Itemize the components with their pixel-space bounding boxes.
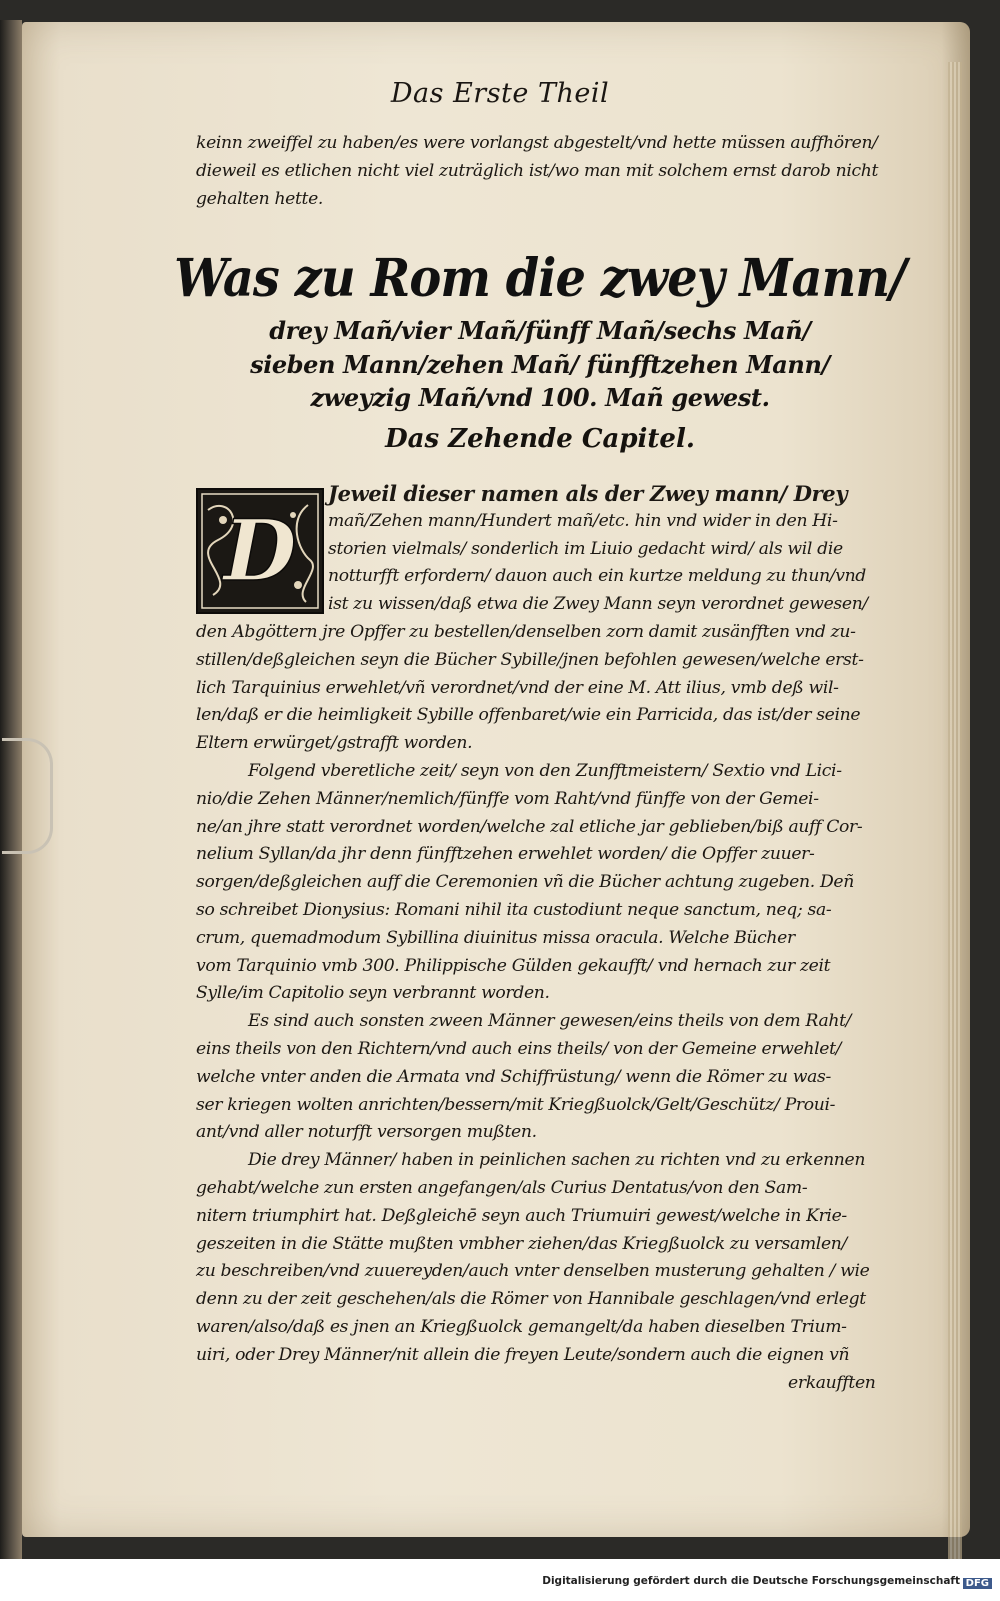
text-line: nelium Syllan/da jhr denn fünfftzehen erwehlet worden/ die Opffer zuuer- xyxy=(196,844,815,865)
text-line: nitern triumphirt hat. Deßgleichē seyn auch Triumuiri gewest/welche in Krie- xyxy=(196,1205,847,1226)
text-line: uiri, oder Drey Männer/nit allein die freyen Leute/sondern auch die eignen vñ xyxy=(196,1344,850,1365)
text-line: gehalten hette. xyxy=(196,188,324,209)
text-line: zu beschreiben/vnd zuuereyden/auch vnter denselben musterung gehalten / wie xyxy=(196,1261,870,1282)
text-line: notturfft erfordern/ dauon auch ein kurtze meldung zu thun/vnd xyxy=(328,566,866,587)
chapter-title: Das Zehende Capitel. xyxy=(385,424,695,454)
dfg-logo: DFG xyxy=(963,1578,992,1589)
text-line: vom Tarquinio vmb 300. Philippische Gülden gekaufft/ vnd hernach zur zeit xyxy=(196,955,831,976)
text-line: keinn zweiffel zu haben/es were vorlangst abgestelt/vnd hette müssen auffhören/ xyxy=(196,133,878,153)
text-line: lich Tarquinius erwehlet/vñ verordnet/vnd der eine M. Att ilius, vmb deß wil- xyxy=(196,677,839,698)
initial-letter-glyph: D xyxy=(223,501,297,600)
section-subheading: drey Mañ/vier Mañ/fünff Mañ/sechs Mañ/ xyxy=(269,316,811,345)
text-line: waren/also/daß es jnen an Kriegßuolck gemangelt/da haben dieselben Trium- xyxy=(196,1316,847,1337)
text-line: Jeweil dieser namen als der Zwey mann/ Drey xyxy=(328,481,848,506)
text-line: Sylle/im Capitolio seyn verbrannt worden. xyxy=(196,983,550,1004)
text-line: len/daß er die heimligkeit Sybille offenbaret/wie ein Parricida, das ist/der seine xyxy=(196,705,861,726)
footer-credit: Digitalisierung gefördert durch die Deutsche Forschungsgemeinschaft xyxy=(542,1575,960,1587)
text-line: ist zu wissen/daß etwa die Zwey Mann seyn verordnet gewesen/ xyxy=(328,594,868,615)
text-line: welche vnter anden die Armata vnd Schiffrüstung/ wenn die Römer zu was- xyxy=(196,1066,831,1087)
top-paragraph xyxy=(196,130,886,213)
text-line: Eltern erwürget/gstrafft worden. xyxy=(196,733,473,754)
body-text xyxy=(196,480,886,1397)
text-line: denn zu der zeit geschehen/als die Römer von Hannibale geschlagen/vnd erlegt xyxy=(196,1289,866,1310)
text-line: storien vielmals/ sonderlich im Liuio gedacht wird/ als wil die xyxy=(328,538,843,559)
text-line: ant/vnd aller noturfft versorgen mußten. xyxy=(196,1122,537,1143)
text-line: Es sind auch sonsten zween Männer gewesen/eins theils von dem Raht/ xyxy=(248,1011,852,1032)
section-subheading: zweyzig Mañ/vnd 100. Mañ gewest. xyxy=(310,383,770,412)
text-line: Die drey Männer/ haben in peinlichen sachen zu richten vnd zu erkennen xyxy=(248,1150,866,1171)
text-line: Folgend vberetliche zeit/ seyn von den Zunfftmeistern/ Sextio vnd Lici- xyxy=(248,760,842,781)
catchword: erkaufften xyxy=(788,1372,876,1393)
text-line: so schreibet Dionysius: Romani nihil ita custodiunt neque sanctum, neq; sa- xyxy=(196,899,832,920)
running-head: Das Erste Theil xyxy=(390,78,610,109)
text-line: geszeiten in die Stätte mußten vmbher ziehen/das Kriegßuolck zu versamlen/ xyxy=(196,1233,847,1254)
text-line: nio/die Zehen Männer/nemlich/fünffe vom Raht/vnd fünffe von der Gemei- xyxy=(196,788,819,809)
text-line: sorgen/deßgleichen auff die Ceremonien vñ die Bücher achtung zugeben. Deñ xyxy=(196,872,854,893)
text-line: gehabt/welche zun ersten angefangen/als Curius Dentatus/von den Sam- xyxy=(196,1177,808,1198)
text-line: ser kriegen wolten anrichten/bessern/mit Kriegßuolck/Gelt/Geschütz/ Proui- xyxy=(196,1094,836,1115)
text-line: eins theils von den Richtern/vnd auch eins theils/ von der Gemeine erwehlet/ xyxy=(196,1038,842,1059)
text-line: stillen/deßgleichen seyn die Bücher Sybille/jnen befohlen gewesen/welche erst- xyxy=(196,649,864,670)
text-line: ne/an jhre statt verordnet worden/welche zal etliche jar geblieben/biß auff Cor- xyxy=(196,816,863,837)
text-line: den Abgöttern jre Opffer zu bestellen/denselben zorn damit zusänfften vnd zu- xyxy=(196,621,856,642)
section-subheading: sieben Mann/zehen Mañ/ fünfftzehen Mann/ xyxy=(250,350,830,379)
text-line: crum, quemadmodum Sybillina diuinitus missa oracula. Welche Bücher xyxy=(196,927,795,948)
text-line: dieweil es etlichen nicht viel zuträglich ist/wo man mit solchem ernst darob nicht xyxy=(196,160,879,181)
text-line: mañ/Zehen mann/Hundert mañ/etc. hin vnd wider in den Hi- xyxy=(328,510,838,531)
page-clip xyxy=(2,738,53,854)
section-heading: Was zu Rom die zwey Mann/ xyxy=(174,248,906,309)
